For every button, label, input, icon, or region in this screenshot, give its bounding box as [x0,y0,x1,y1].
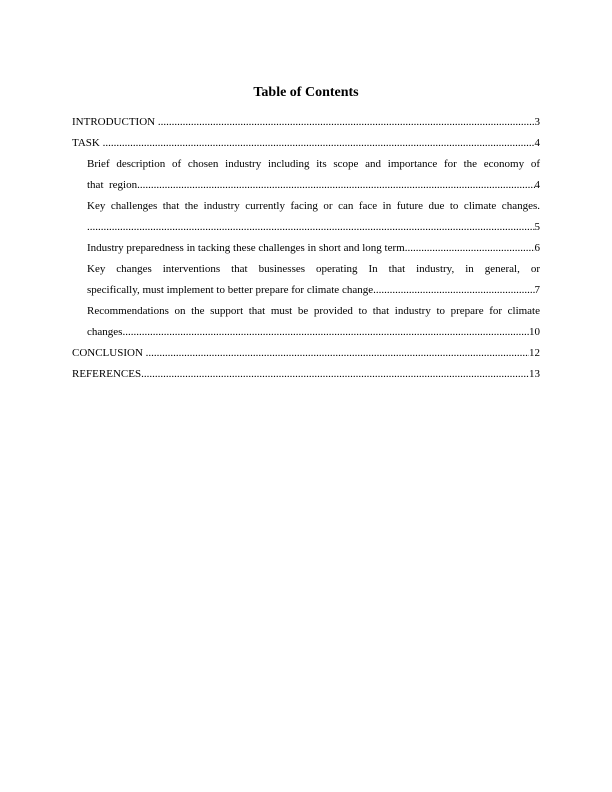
toc-page-number: 7 [534,284,540,296]
toc-page-number: 12 [529,347,540,359]
table-of-contents [72,112,540,385]
toc-leader-dots [373,280,534,301]
toc-entry-text: CONCLUSION [72,347,146,359]
toc-entry-text: INTRODUCTION [72,116,158,128]
toc-leader-dots [405,238,535,259]
toc-page-number: 4 [534,179,540,191]
toc-title: Table of Contents [253,85,359,100]
toc-page-number: 4 [534,137,540,149]
toc-entry-references[interactable] [72,364,540,385]
toc-entry-text-continued: changes [87,326,123,338]
toc-entry-text: REFERENCES [72,368,142,380]
toc-page-number: 6 [534,242,540,254]
toc-entry-recommendations[interactable] [72,301,540,343]
toc-entry-task[interactable] [72,133,540,154]
toc-page-number: 3 [534,116,540,128]
toc-leader-dots [87,217,535,238]
toc-page-number: 10 [529,326,540,338]
toc-entry-text-continued: specifically, must implement to better prepare for climate change [87,284,374,296]
toc-entry-industry-preparedness[interactable] [72,238,540,259]
toc-page-number: 5 [534,221,540,233]
toc-page-number: 13 [529,368,540,380]
toc-leader-dots [141,364,529,385]
toc-entry-key-challenges[interactable] [72,196,540,238]
toc-entry-key-changes-interventions[interactable] [72,259,540,301]
toc-entry-text: Key changes interventions that businesses operating In that industry, in general, or [87,263,540,275]
toc-entry-introduction[interactable] [72,112,540,133]
toc-entry-text: TASK [72,137,103,149]
toc-leader-dots [158,112,535,133]
toc-entry-text: Key challenges that the industry currently facing or can face in future due to climate changes. [87,200,540,212]
toc-entry-text: Recommendations on the support that must be provided to that industry to prepare for climate [87,305,540,317]
toc-entry-industry-description[interactable] [72,154,540,196]
toc-entry-text: Brief description of chosen industry including its scope and importance for the economy of [87,158,540,170]
toc-leader-dots [122,322,529,343]
toc-entry-text-continued: that region [87,179,138,191]
toc-leader-dots [146,343,529,364]
toc-entry-text: Industry preparedness in tacking these challenges in short and long term [87,242,405,254]
toc-entry-conclusion[interactable] [72,343,540,364]
toc-leader-dots [103,133,535,154]
toc-leader-dots [137,175,534,196]
